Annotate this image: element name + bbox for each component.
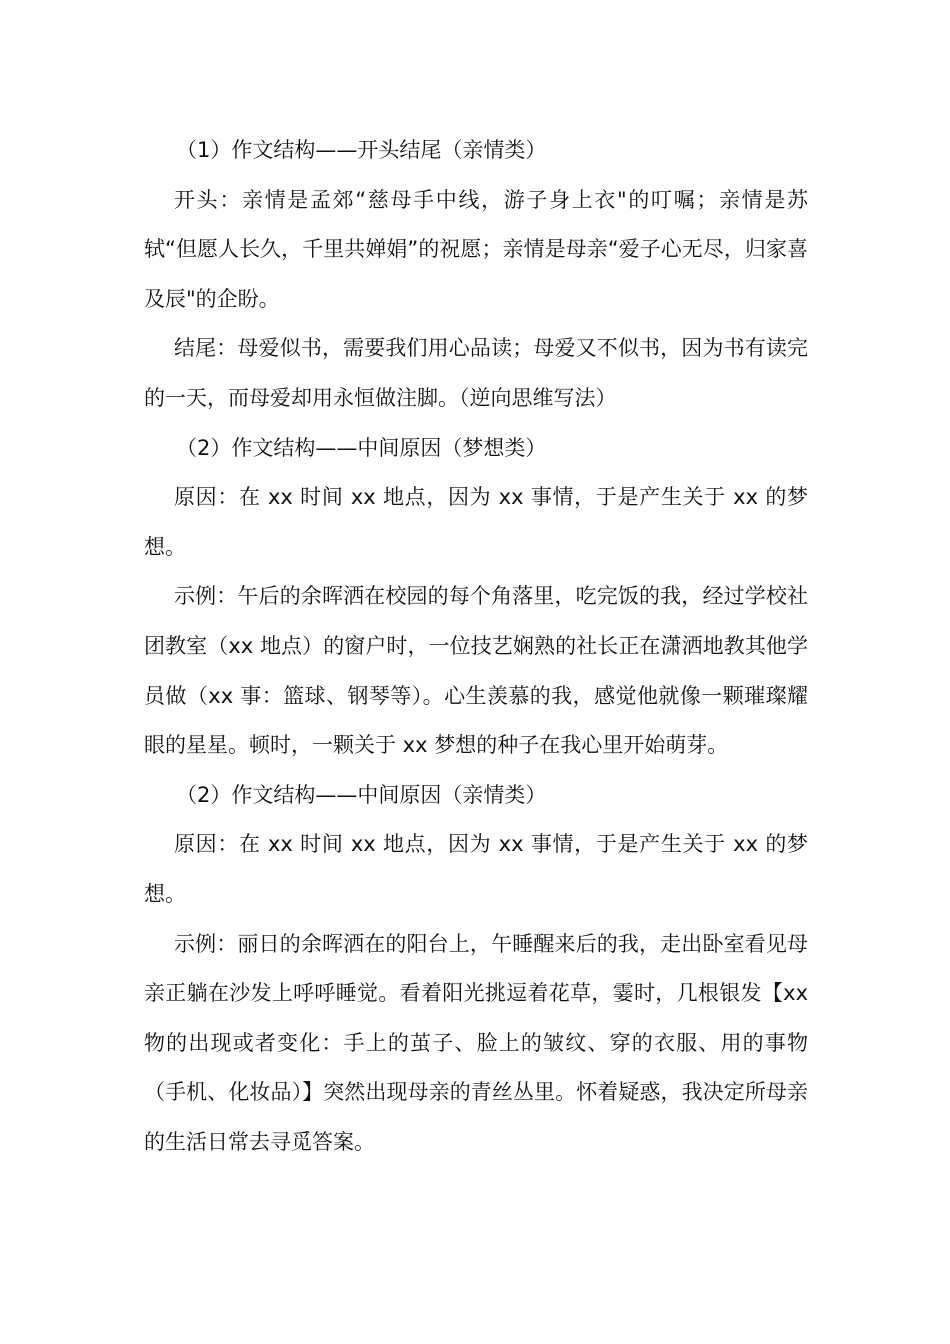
paragraph-example-dream: 示例：午后的余晖洒在校园的每个角落里，吃完饭的我，经过学校社团教室（xx 地点）的窗户时，一位技艺娴熟的社长正在潇洒地教其他学员做（xx 事：篮球、钢琴等）。心生羡慕的我，感觉他就像一颗璀璨耀眼的星星。顿时，一颗关于 xx 梦想的种子在我心里开始萌芽。 xyxy=(144,584,808,758)
paragraph-opening: 开头：亲情是孟郊“慈母手中线，游子身上衣"的叮嘱；亲情是苏轼“但愿人长久，千里共婵娟”的祝愿；亲情是母亲“爱子心无尽，归家喜及辰"的企盼。 xyxy=(144,187,808,311)
paragraph-reason-family: 原因：在 xx 时间 xx 地点，因为 xx 事情，于是产生关于 xx 的梦想。 xyxy=(144,832,808,906)
section-heading-3: （2）作文结构——中间原因（亲情类） xyxy=(176,782,547,807)
section-heading-2: （2）作文结构——中间原因（梦想类） xyxy=(176,435,547,460)
paragraph-ending: 结尾：母爱似书，需要我们用心品读；母爱又不似书，因为书有读完的一天，而母爱却用永恒做注脚。（逆向思维写法） xyxy=(144,336,808,410)
document-body xyxy=(144,126,808,1167)
section-heading-1: （1）作文结构——开头结尾（亲情类） xyxy=(176,138,547,162)
paragraph-example-family: 示例：丽日的余晖洒在的阳台上，午睡醒来后的我，走出卧室看见母亲正躺在沙发上呼呼睡觉。看着阳光挑逗着花草，霎时，几根银发【xx 物的出现或者变化：手上的茧子、脸上的皱纹、穿的衣服、用的事物（手机、化妆品）】突然出现母亲的青丝丛里。怀着疑惑，我决定所母亲的生活日常去寻觅答案。 xyxy=(144,931,808,1154)
paragraph-reason-dream: 原因：在 xx 时间 xx 地点，因为 xx 事情，于是产生关于 xx 的梦想。 xyxy=(144,485,808,559)
